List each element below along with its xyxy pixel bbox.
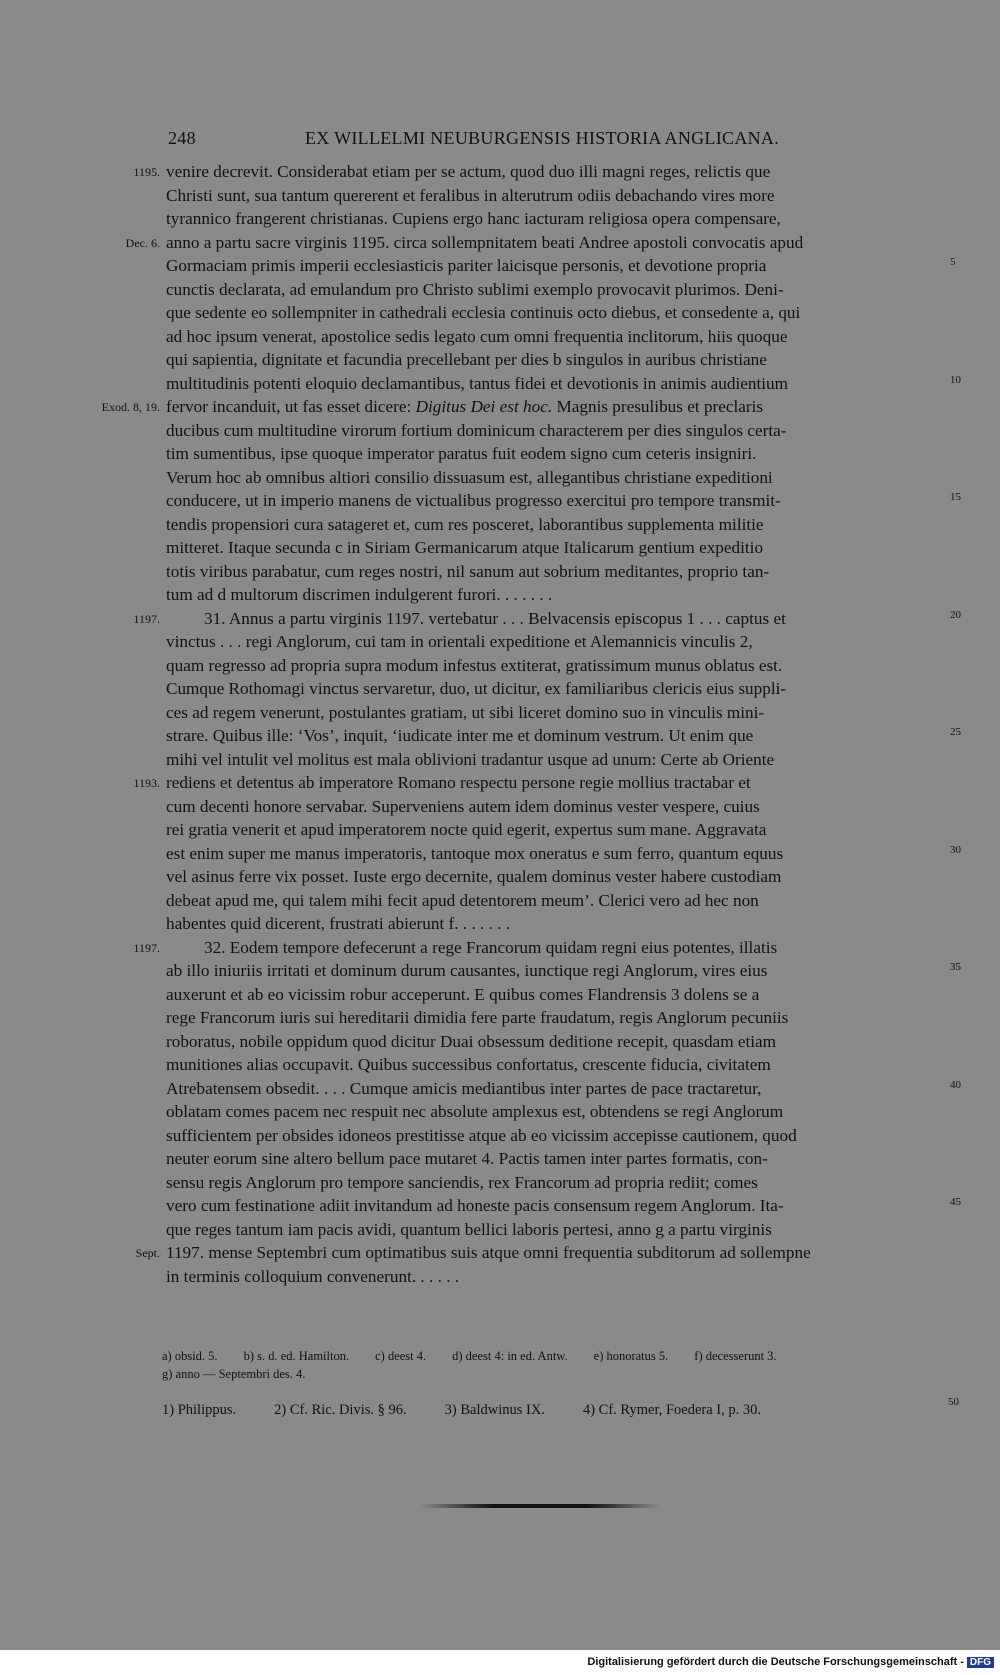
text-line	[166, 561, 946, 583]
footnote-reference: 1) Philippus.	[162, 1402, 237, 1418]
margin-date-note: Sept.	[135, 1246, 160, 1260]
text-line	[166, 796, 946, 818]
line-number: 5	[950, 256, 956, 268]
margin-date-note: 1197.	[133, 611, 160, 626]
line-text: est enim super me manus imperatoris, tantoque mox oneratus e sum ferro, quantum equus	[166, 843, 784, 863]
text-line	[166, 913, 946, 935]
footnote-reference: 4) Cf. Rymer, Foedera I, p. 30.	[582, 1402, 761, 1418]
dfg-logo: DFG	[967, 1657, 994, 1668]
line-text: tendis propensiori cura satageret et, cum res posceret, laborantibus supplementa militie	[166, 514, 764, 534]
footnote-line-number: 50	[948, 1396, 959, 1408]
line-number: 40	[950, 1078, 961, 1091]
footnote-item: f) decesserunt 3.	[694, 1349, 777, 1363]
line-text: cunctis declarata, ad emulandum pro Christo sublimi exemplo provocavit plurimos. Deni-	[166, 279, 784, 299]
line-text: tyrannico frangerent christianas. Cupiens ergo hanc iacturam religiosa opera compensare,	[166, 209, 781, 228]
line-text: strare. Quibus ille: ‘Vos’, inquit, ‘iudicate inter me et dominum vestrum. Ut enim que	[166, 726, 754, 745]
text-line	[166, 1195, 946, 1217]
text-line	[166, 1242, 946, 1264]
line-text: 1197. mense Septembri cum optimatibus suis atque omni frequentia subditorum ad sollempne	[166, 1243, 811, 1262]
footnote-item: g) anno — Septembri des. 4.	[162, 1367, 306, 1381]
line-number: 45	[950, 1196, 961, 1208]
line-text: oblatam comes pacem nec respuit nec absolute amplexus est, obtendens se regi Anglorum	[166, 1102, 784, 1121]
line-text: que sedente eo sollempniter in cathedrali ecclesia continuis octo diebus, et consedente a, qui	[166, 303, 801, 322]
text-line	[166, 1219, 946, 1241]
text-line	[166, 1125, 946, 1147]
text-line	[166, 678, 946, 700]
page-header	[168, 128, 808, 152]
line-number: 10	[950, 373, 961, 386]
line-text: auxerunt et ab eo vicissim robur acceperunt. E quibus comes Flandrensis 3 dolens se a	[166, 984, 760, 1004]
text-line	[166, 866, 946, 888]
line-text: Gormaciam primis imperii ecclesiasticis pariter laicisque personis, et devotione propria	[166, 256, 767, 275]
line-text: vinctus . . . regi Anglorum, cui tam in orientali expeditione et Alemannicis vinculis 2,	[166, 632, 753, 651]
text-line	[166, 420, 946, 442]
line-number: 20	[950, 608, 961, 621]
footnote-item: a) obsid. 5.	[162, 1349, 218, 1363]
line-text: vero cum festinatione adiit invitandum ad honeste pacis consensum regem Anglorum. Ita-	[166, 1196, 784, 1215]
text-line	[166, 232, 946, 254]
text-line	[166, 984, 946, 1006]
margin-date-note: 1197.	[133, 940, 160, 955]
line-text: vel asinus ferre vix posset. Iuste ergo decernite, qualem dominus vester habere custodiam	[166, 867, 782, 886]
text-line	[166, 490, 946, 512]
line-text: cum decenti honore servabar. Superveniens autem idem dominus vester vespere, cuius	[166, 796, 760, 816]
margin-date-note: 1195.	[133, 165, 160, 179]
line-italic-text: Digitus Dei est hoc.	[415, 397, 553, 416]
line-text: Cumque Rothomagi vinctus servaretur, duo, ut dicitur, ex familiaribus clericis eius suppli-	[166, 679, 787, 698]
numbered-footnotes	[162, 1402, 962, 1419]
text-line	[166, 1266, 946, 1288]
line-text: rediens et detentus ab imperatore Romano respectu persone regie mollius tractabar et	[166, 773, 751, 792]
line-text: tum ad d multorum discrimen indulgerent furori. . . . . . .	[166, 585, 553, 604]
text-line	[166, 937, 946, 959]
text-line	[166, 185, 946, 207]
text-line	[166, 1078, 946, 1100]
line-text: ad hoc ipsum venerat, apostolice sedis legato cum omni frequentia inclitorum, hiis quoque	[166, 326, 788, 346]
page-number: 248	[168, 128, 196, 148]
margin-date-note: 1193.	[133, 776, 160, 790]
line-number: 30	[950, 843, 961, 856]
footnote-reference: 2) Cf. Ric. Divis. § 96.	[274, 1402, 407, 1418]
text-line	[166, 302, 946, 324]
line-text: Atrebatensem obsedit. . . . Cumque amicis mediantibus inter partes de pace tractaretur,	[166, 1078, 762, 1098]
footnote-item: b) s. d. ed. Hamilton.	[243, 1349, 350, 1363]
text-line	[166, 537, 946, 559]
text-line	[166, 725, 946, 747]
credit-text: Digitalisierung gefördert durch die Deutsche Forschungsgemeinschaft -	[587, 1656, 964, 1668]
text-line	[166, 655, 946, 677]
footnote-item: e) honoratus 5.	[593, 1349, 669, 1363]
line-text: rege Francorum iuris sui hereditarii dimidia fere parte fraudatum, regis Anglorum pecuniis	[166, 1008, 789, 1027]
page-end-rule	[420, 1504, 660, 1508]
text-line	[166, 584, 946, 606]
line-text: Christi sunt, sua tantum quererent et feralibus in alterutrum odiis debachando vires more	[166, 185, 775, 205]
text-line	[166, 749, 946, 771]
footnote-row	[162, 1348, 962, 1364]
margin-date-note: Dec. 6.	[125, 235, 160, 250]
line-text: totis viribus parabatur, cum reges nostri, nil sanum aut sobrium meditantes, proprio tan-	[166, 561, 770, 581]
line-text: 32. Eodem tempore defecerunt a rege Francorum quidam regni eius potentes, illatis	[204, 937, 778, 957]
text-line	[166, 396, 946, 418]
line-text: sufficientem per obsides idoneos prestitisse atque ab eo vicissim accepisse cautionem, quod	[166, 1125, 797, 1145]
text-line	[166, 1054, 946, 1076]
line-number: 15	[950, 491, 961, 503]
text-line	[166, 514, 946, 536]
line-text: roboratus, nobile oppidum quod dicitur Duai obsessum deditione recepit, quasdam etiam	[166, 1031, 777, 1051]
line-text: ces ad regem venerunt, postulantes gratiam, ut sibi liceret domino suo in vinculis mini-	[166, 702, 765, 722]
line-text: fervor incanduit, ut fas esset dicere:	[166, 397, 416, 416]
text-line	[166, 326, 946, 348]
text-line	[166, 608, 946, 630]
line-text: que reges tantum iam pacis avidi, quantum bellici laboris pertesi, anno g a partu virginis	[166, 1219, 772, 1239]
text-line	[166, 631, 946, 653]
line-text: neuter eorum sine altero bellum pace mutaret 4. Pactis tamen inter partes formatis, con-	[166, 1149, 768, 1168]
text-line	[166, 255, 946, 277]
line-text: in terminis colloquium convenerunt. . . . . .	[166, 1266, 460, 1286]
line-text: quam regresso ad propria supra modum infestus extiterat, gratissimum munus oblatus est.	[166, 655, 783, 675]
text-line	[166, 1031, 946, 1053]
footnote-item: c) deest 4.	[375, 1349, 427, 1363]
line-text: rei gratia venerit et apud imperatorem nocte quid egerit, expertus sum mane. Aggravata	[166, 820, 767, 839]
line-text: mihi vel intulit vel molitus est mala oblivioni tradantur usque ad unum: Certe ab Oriente	[166, 749, 775, 769]
text-line	[166, 161, 946, 183]
text-line	[166, 279, 946, 301]
margin-date-note: Exod. 8, 19.	[101, 400, 160, 414]
line-text: conducere, ut in imperio manens de victualibus progresso exercitui pro tempore transmit-	[166, 491, 781, 510]
text-line	[166, 373, 946, 395]
text-line	[166, 1007, 946, 1029]
text-line	[166, 890, 946, 912]
text-line	[166, 819, 946, 841]
line-text: habentes quid dicerent, frustrati abierunt f. . . . . . .	[166, 914, 511, 933]
line-number: 25	[950, 726, 961, 738]
footnote-reference: 3) Baldwinus IX.	[444, 1402, 545, 1418]
text-line	[166, 702, 946, 724]
line-number: 35	[950, 961, 961, 973]
line-text: 31. Annus a partu virginis 1197. vertebatur . . . Belvacensis episcopus 1 . . . captus et	[204, 608, 786, 628]
digitization-credit	[587, 1656, 994, 1668]
footnote-item: d) deest 4: in ed. Antw.	[452, 1349, 568, 1363]
text-line	[166, 960, 946, 982]
text-line	[166, 1148, 946, 1170]
line-text: Magnis presulibus et preclaris	[552, 397, 764, 416]
text-line	[166, 443, 946, 465]
text-line	[166, 843, 946, 865]
line-text: ducibus cum multitudine virorum fortium dominicum characterem per dies singulos certa-	[166, 420, 787, 440]
text-line	[166, 349, 946, 371]
line-text: mitteret. Itaque secunda c in Siriam Germanicarum atque Italicarum gentium expeditio	[166, 538, 764, 557]
line-text: anno a partu sacre virginis 1195. circa sollempnitatem beati Andree apostoli convocatis apud	[166, 232, 804, 252]
text-line	[166, 772, 946, 794]
footnote-row	[162, 1366, 962, 1382]
line-text: sensu regis Anglorum pro tempore sanciendis, rex Francorum ad propria rediit; comes	[166, 1172, 758, 1192]
text-line	[166, 208, 946, 230]
text-line	[166, 1172, 946, 1194]
line-text: multitudinis potenti eloquio declamantibus, tantus fidei et devotionis in animis audientium	[166, 373, 789, 393]
line-text: tim sumentibus, ipse quoque imperator paratus fuit eodem signo cum ceteris insigniri.	[166, 444, 757, 463]
line-text: qui sapientia, dignitate et facundia precellebant per dies b singulos in auribus christiane	[166, 350, 767, 369]
text-line	[166, 467, 946, 489]
line-text: ab illo iniuriis irritati et dominum durum causantes, iunctique regi Anglorum, vires eius	[166, 961, 768, 980]
line-text: munitiones alias occupavit. Quibus successibus confortatus, crescente fiducia, civitatem	[166, 1055, 771, 1074]
running-title: EX WILLELMI NEUBURGENSIS HISTORIA ANGLICANA.	[305, 128, 780, 148]
line-text: Verum hoc ab omnibus altiori consilio dissuasum est, allegantibus christiane expeditioni	[166, 467, 773, 487]
line-text: debeat apud me, qui talem mihi fecit apud detentorem meum’. Clerici vero ad hec non	[166, 890, 759, 910]
line-text: venire decrevit. Considerabat etiam per se actum, quod duo illi magni reges, relictis que	[166, 162, 771, 181]
text-line	[166, 1101, 946, 1123]
